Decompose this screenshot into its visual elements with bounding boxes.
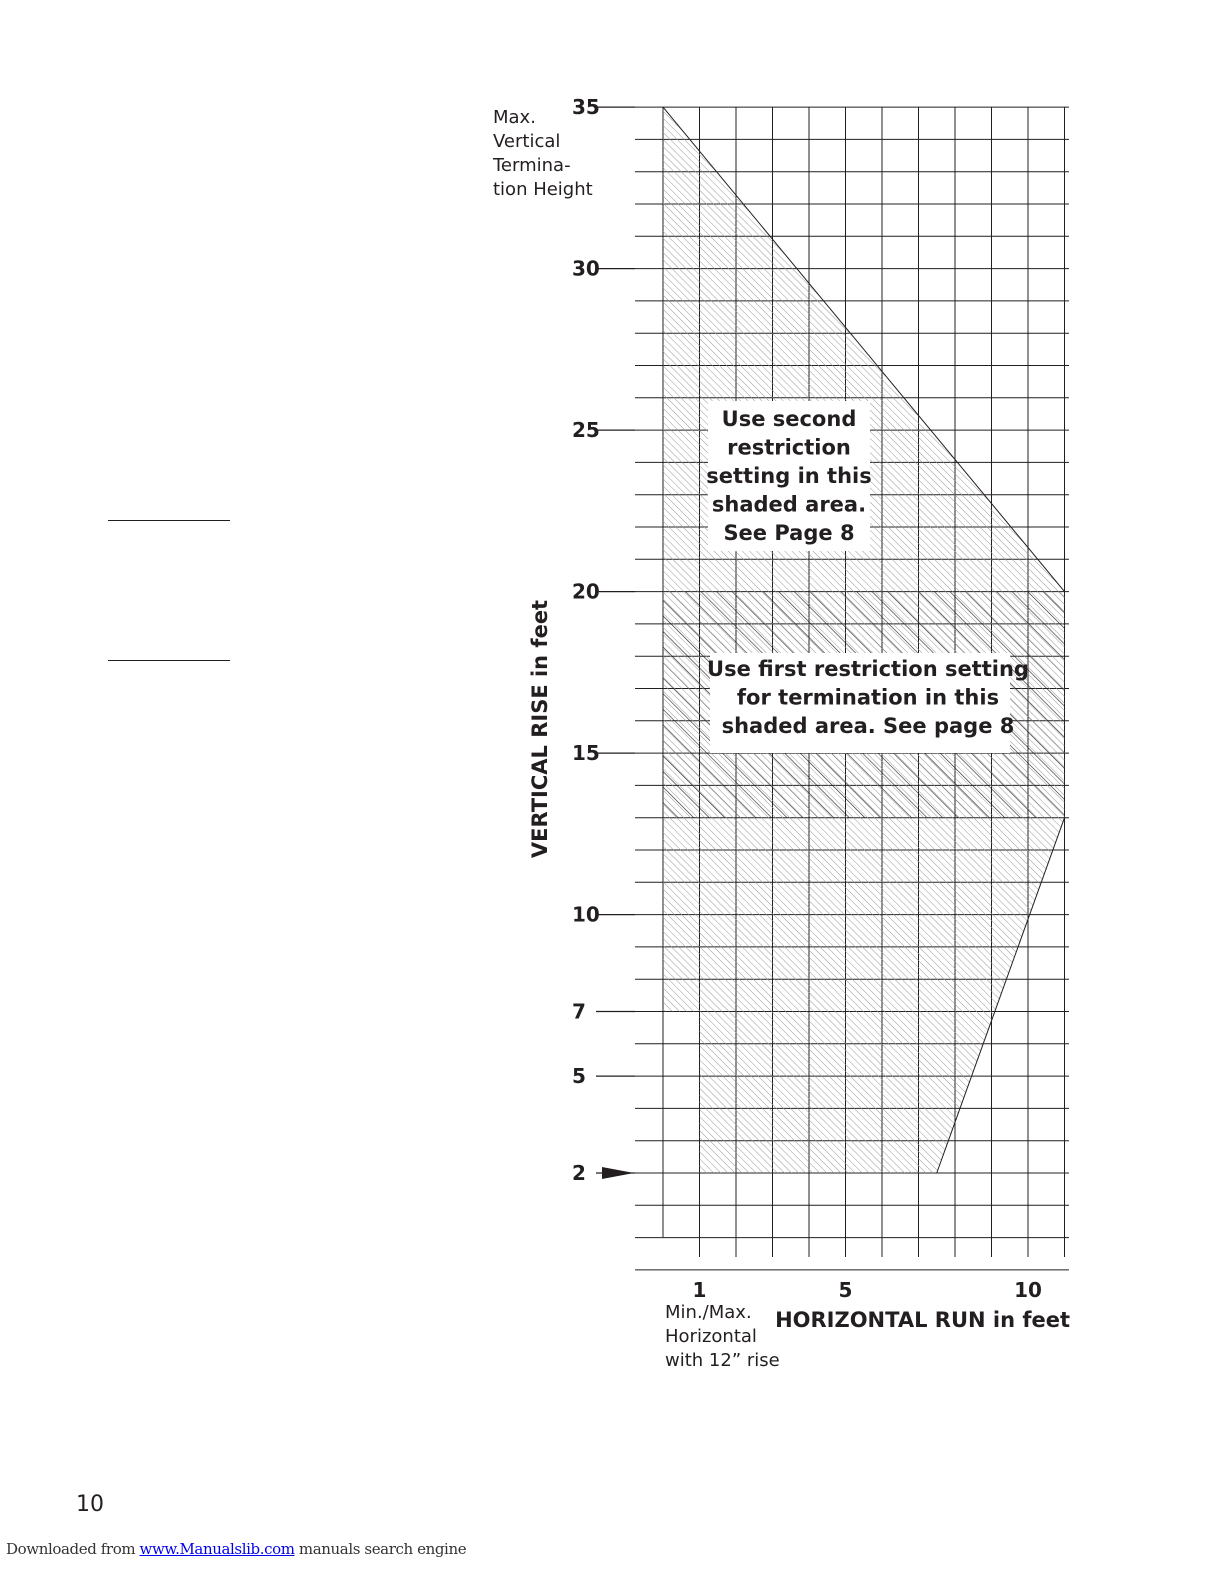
- y-tick-label: 30: [572, 256, 600, 281]
- y-max-annotation: Max.: [493, 107, 536, 128]
- second-restriction-label: restriction: [727, 435, 851, 460]
- first-restriction-label: Use first restriction setting: [707, 657, 1029, 681]
- y-tick-label: 2: [572, 1161, 586, 1185]
- footer-suffix: manuals search engine: [294, 1540, 467, 1558]
- y-tick-label: 5: [572, 1064, 586, 1089]
- second-restriction-label: setting in this: [706, 464, 872, 488]
- x-min-annotation: Min./Max.: [665, 1302, 752, 1323]
- download-footer: [6, 1540, 466, 1558]
- y-tick-label: 35: [572, 95, 600, 120]
- side-rule-lower: [108, 660, 230, 661]
- first-restriction-label: for termination in this: [736, 685, 1000, 710]
- first-restriction-label: shaded area. See page 8: [721, 714, 1015, 738]
- second-restriction-label: Use second: [721, 407, 857, 431]
- y-max-annotation: Vertical: [493, 131, 561, 152]
- y-tick-label: 20: [572, 579, 600, 604]
- y-tick-label: 25: [572, 418, 600, 443]
- y-max-annotation: tion Height: [493, 179, 593, 200]
- side-rule-upper: [108, 520, 230, 521]
- y-max-annotation: Termina-: [493, 155, 571, 176]
- min-height-arrow-icon: [602, 1167, 634, 1179]
- x-tick-label: 10: [1014, 1278, 1042, 1302]
- x-tick-label: 5: [838, 1278, 853, 1302]
- x-min-annotation: Horizontal: [665, 1326, 757, 1347]
- x-axis-title: HORIZONTAL RUN in feet: [775, 1308, 1070, 1332]
- y-axis-title: VERTICAL RISE in feet: [528, 599, 552, 859]
- manualslib-link[interactable]: www.Manualslib.com: [139, 1540, 295, 1558]
- footer-prefix: Downloaded from: [6, 1540, 136, 1558]
- y-tick-label: 15: [572, 741, 600, 766]
- y-tick-label: 10: [572, 902, 600, 927]
- shaded-regions: [663, 107, 1065, 1173]
- x-min-annotation: with 12” rise: [665, 1350, 780, 1371]
- x-tick-label: 1: [692, 1278, 707, 1302]
- page-number: 10: [76, 1492, 104, 1517]
- y-tick-label: 7: [572, 999, 586, 1024]
- second-restriction-label: shaded area.: [711, 492, 867, 517]
- second-restriction-label: See Page 8: [723, 521, 855, 545]
